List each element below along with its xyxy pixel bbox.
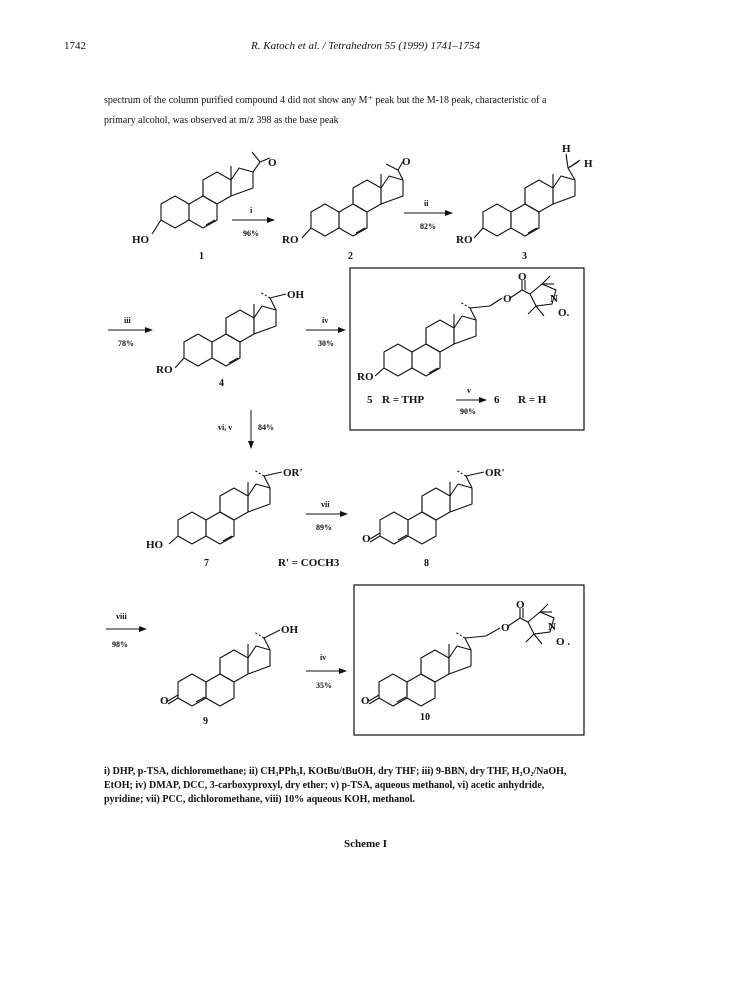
ro-label: RO [357,371,374,383]
ro-label: RO [456,234,473,246]
compound-7-number: 7 [204,558,209,569]
compound-8-number: 8 [424,558,429,569]
intro-line: primary alcohol, was observed at m/z 398 as the base peak [104,115,339,126]
compound-1-structure [152,152,270,234]
page-number: 1742 [64,40,86,52]
ester-o: O [501,622,510,634]
reagent-iii: iii [124,316,131,325]
r-prime-definition: R' = COCH3 [278,557,340,569]
intro-line: spectrum of the column purified compound 4 did not show any M⁺ peak but the M-18 peak, characteristic of a [104,95,547,106]
compound-1-number: 1 [199,251,204,262]
reagent-viii: viii [116,612,127,621]
compound-10-structure [369,604,554,706]
ro-label: RO [282,234,299,246]
reagent-v: v [467,386,471,395]
hydroxy-label: HO [132,234,150,246]
compound-2-structure [302,160,404,238]
hydroxyl-group: OH [281,624,299,636]
compound-9-number: 9 [203,716,208,727]
compound-4-number: 4 [219,378,224,389]
reagent-i: i [250,206,253,215]
nitroxide-o: O . [556,636,571,648]
yield-vi-v: 84% [258,423,274,432]
compound-3-structure [474,154,580,238]
nitroxide-o: O. [558,307,570,319]
nitroxide-n: N [548,621,556,633]
compound-6-number: 6 [494,394,500,406]
reagent-vi-v: vi, v [218,423,233,432]
reagent-vii: vii [321,500,330,509]
compound-8-structure [370,470,484,544]
reagent-ii: ii [424,199,429,208]
ester-o: O [503,293,512,305]
scheme-footnote [104,765,664,807]
compound-2-number: 2 [348,251,353,262]
scheme-caption: Scheme I [343,838,388,850]
ketone-o: O [362,533,371,545]
compound-5-r-definition: R = THP [382,394,425,406]
running-head: R. Katoch et al. / Tetrahedron 55 (1999) 1741–1754 [251,40,480,52]
hydroxy-label: HO [146,539,164,551]
compound-4-structure [175,292,286,368]
yield-vii: 89% [316,523,332,532]
nitroxide-n: N [550,293,558,305]
reagent-iv: iv [322,316,329,325]
footnote-line: EtOH; iv) DMAP, DCC, 3-carboxyproxyl, dry ether; v) p-TSA, aqueous methanol, vi) acetic anhydride, [104,780,545,791]
footnote-line: pyridine; vii) PCC, dichloromethane, viii) 10% aqueous KOH, methanol. [104,794,415,805]
hydroxyl-group: OH [287,289,305,301]
ketone-o: O [361,695,370,707]
compound-7-structure [169,470,282,544]
carbonyl-o: O [268,157,277,169]
yield-i: 96% [243,229,259,238]
carbonyl-o: O [518,271,527,283]
yield-ii: 82% [420,222,436,231]
reagent-iv-second: iv [320,653,327,662]
compound-5-structure [375,276,556,376]
compound-9-structure [168,630,280,706]
yield-iv-second: 35% [316,681,332,690]
compound-3-number: 3 [522,251,527,262]
acetate-group: OR' [485,467,505,479]
ro-label: RO [156,364,173,376]
yield-v: 90% [460,407,476,416]
vinyl-h-right: H [584,158,593,170]
product-10-box [354,585,584,735]
yield-iii: 78% [118,339,134,348]
yield-viii: 98% [112,640,128,649]
compound-6-r-definition: R = H [518,394,547,406]
carbonyl-o: O [402,156,411,168]
vinyl-h-top: H [562,143,571,155]
carbonyl-o: O [516,599,525,611]
compound-5-number: 5 [367,394,373,406]
acetate-group: OR' [283,467,303,479]
ketone-o: O [160,695,169,707]
yield-iv: 30% [318,339,334,348]
footnote-line: i) DHP, p-TSA, dichloromethane; ii) CH₃PPh₃I, KOtBu/tBuOH, dry THF; iii) 9-BBN, dry THF, H₂O₂/NaOH, [104,766,567,777]
compound-10-number: 10 [420,712,430,723]
